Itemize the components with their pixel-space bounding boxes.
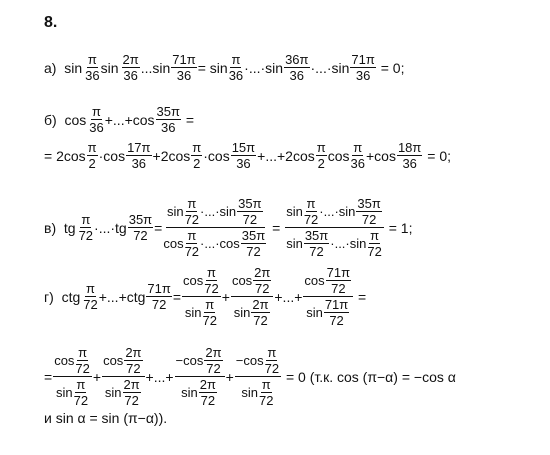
fraction: $\frac{36\pi}{36}$ xyxy=(285,52,309,83)
fraction: $\frac{\pi}{36}$ xyxy=(89,104,104,135)
fraction: $\frac{35\pi}{36}$ xyxy=(156,104,180,135)
fraction: $\frac{35\pi}{72}$ xyxy=(128,212,153,243)
part-d-line-1: г) ctg $\frac{\pi}{72}$ +...+ctg $\frac{71\pi}{72}$ = cos $\frac{\pi}{72}$ sin $\frac{\pi}{72}$ + cos $\frac{2\pi}{72}$ sin $\frac{2\pi}{72}$ +...+ cos $\frac{71\pi}{72}$ sin $\frac{71\pi}{72}$ = xyxy=(44,265,367,328)
fraction: $\frac{\pi}{72}$ xyxy=(78,212,94,243)
compound-fraction: cos $\frac{2\pi}{72}$ sin $\frac{2\pi}{72}$ xyxy=(231,265,273,328)
part-c-label: в) xyxy=(44,219,57,236)
part-a-line: а) sin $\frac{\pi}{36}$ sin $\frac{2\pi}{36}$ ...sin $\frac{71\pi}{36}$ = sin $\frac{\pi}{36}$ ·...·sin $\frac{36\pi}{36}$ ·...·sin $\frac{71\pi}{36}$ = 0; xyxy=(44,52,405,83)
compound-fraction: −cos $\frac{2\pi}{72}$ sin $\frac{2\pi}{72}$ xyxy=(175,345,225,408)
compound-fraction: sin $\frac{\pi}{72}$ ·...·sin $\frac{35\pi}{72}$ cos $\frac{\pi}{72}$ ·...·cos $\frac{35\pi}{72}$ xyxy=(163,196,266,259)
fraction: $\frac{\pi}{2}$ xyxy=(192,140,202,171)
compound-fraction: sin $\frac{\pi}{72}$ ·...·sin $\frac{35\pi}{72}$ sin $\frac{35\pi}{72}$ ·...·sin $\frac{\pi}{72}$ xyxy=(286,196,382,259)
fraction: $\frac{71\pi}{36}$ xyxy=(172,52,196,83)
fraction: $\frac{71\pi}{36}$ xyxy=(351,52,375,83)
fraction: $\frac{\pi}{2}$ xyxy=(87,140,97,171)
part-b-label: б) xyxy=(44,111,57,128)
part-a-label: а) xyxy=(44,59,57,76)
compound-fraction: cos $\frac{2\pi}{72}$ sin $\frac{2\pi}{72}$ xyxy=(102,345,144,408)
part-d-closing-text: и sin α = sin (π−α)). xyxy=(44,410,168,426)
fraction: $\frac{15\pi}{36}$ xyxy=(231,140,256,171)
fraction: $\frac{18\pi}{36}$ xyxy=(397,140,422,171)
fraction: $\frac{\pi}{36}$ xyxy=(85,52,100,83)
fraction: $\frac{\pi}{2}$ xyxy=(316,140,326,171)
fraction: $\frac{2\pi}{36}$ xyxy=(122,52,139,83)
part-d-line-2: = cos $\frac{\pi}{72}$ sin $\frac{\pi}{72}$ + cos $\frac{2\pi}{72}$ sin $\frac{2\pi}{72}$ +...+ −cos $\frac{2\pi}{72}$ sin $\frac{2\pi}{72}$ + −cos $\frac{\pi}{72}$ sin $\frac{\pi}{72}$ = 0 (т.к. cos (π−α) = −cos α xyxy=(44,345,456,408)
fraction: $\frac{\pi}{36}$ xyxy=(350,140,365,171)
part-d-label: г) xyxy=(44,288,54,305)
fraction: $\frac{17\pi}{36}$ xyxy=(127,140,151,171)
compound-fraction: cos $\frac{\pi}{72}$ sin $\frac{\pi}{72}$ xyxy=(183,265,219,328)
fraction: $\frac{71\pi}{72}$ xyxy=(147,281,171,312)
compound-fraction: cos $\frac{71\pi}{72}$ sin $\frac{71\pi}{72}$ xyxy=(303,265,353,328)
compound-fraction: cos $\frac{\pi}{72}$ sin $\frac{\pi}{72}$ xyxy=(54,345,90,408)
fraction: $\frac{\pi}{36}$ xyxy=(228,52,244,83)
fraction: $\frac{\pi}{72}$ xyxy=(83,281,98,312)
part-b-line-1: б) cos $\frac{\pi}{36}$ +...+cos $\frac{35\pi}{36}$ = xyxy=(44,104,195,135)
part-d-line-3 xyxy=(44,410,167,426)
part-b-line-2: = 2cos $\frac{\pi}{2}$ ·cos $\frac{17\pi}{36}$ +2cos $\frac{\pi}{2}$ ·cos $\frac{15\pi}{36}$ +...+2cos $\frac{\pi}{2}$ cos $\frac{\pi}{36}$ +cos $\frac{18\pi}{36}$ = 0; xyxy=(44,140,452,171)
problem-number: 8. xyxy=(44,14,58,31)
part-c-line: в) tg $\frac{\pi}{72}$ ·...·tg $\frac{35\pi}{72}$ = sin $\frac{\pi}{72}$ ·...·sin $\frac{35\pi}{72}$ cos $\frac{\pi}{72}$ ·...·cos $\frac{35\pi}{72}$ = sin $\frac{\pi}{72}$ ·...·sin $\frac{35\pi}{72}$ sin $\frac{35\pi}{72}$ ·...·sin $\frac{\pi}{72}$ = 1; xyxy=(44,196,413,259)
compound-fraction: −cos $\frac{\pi}{72}$ sin $\frac{\pi}{72}$ xyxy=(235,345,280,408)
